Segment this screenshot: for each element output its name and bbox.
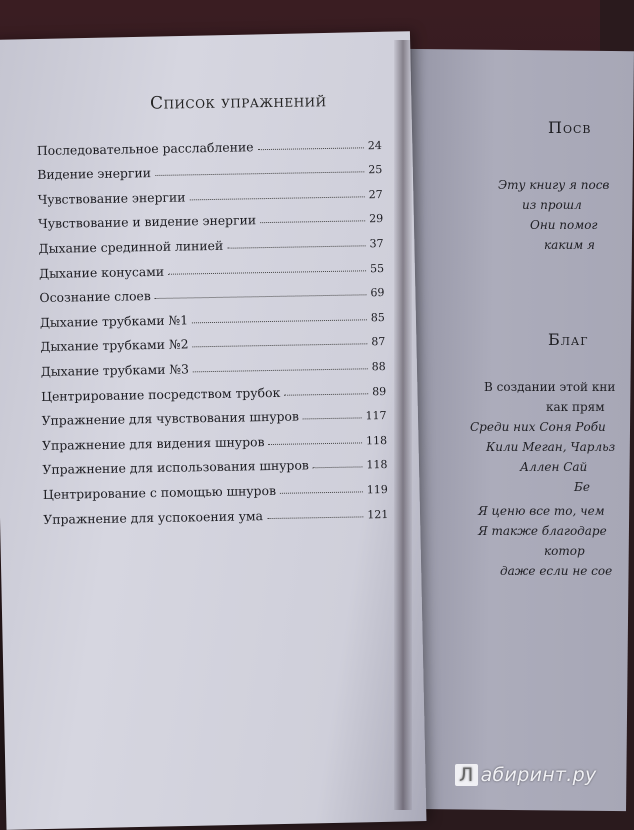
toc-entry: Дыхание трубками №1 85 [39, 310, 385, 330]
toc-entry: Чувствование и видение энергии 29 [38, 212, 384, 232]
acknowledgements-line: Бе [574, 480, 590, 494]
toc-entry: Дыхание срединной линией 37 [38, 236, 384, 256]
acknowledgements-line: даже если не сое [500, 564, 613, 578]
dedication-line: каким я [544, 238, 595, 252]
acknowledgements-line: Я ценю все то, чем [478, 504, 605, 518]
toc-entry: Чувствование энергии 27 [37, 187, 383, 207]
labirint-watermark: Л абиринт.ру [455, 764, 597, 786]
acknowledgements-heading: Благ [548, 330, 589, 349]
toc-entry: Дыхание трубками №3 88 [40, 359, 386, 379]
toc-entry: Видение энергии 25 [37, 163, 383, 183]
toc-entry: Упражнение для успокоения ума 121 [43, 507, 389, 527]
toc-entry: Осознание слоев 69 [39, 286, 385, 306]
labirint-logo-icon: Л [455, 764, 478, 786]
toc-entry: Дыхание конусами 55 [38, 261, 385, 281]
acknowledgements-line: Аллен Сай [520, 460, 588, 474]
toc-entry: Центрирование с помощью шнуров 119 [42, 482, 388, 502]
acknowledgements-line: Кили Меган, Чарльз [486, 440, 616, 454]
toc-entry: Упражнение для использования шнуров 118 [42, 457, 388, 478]
acknowledgements-line: как прям [546, 400, 605, 414]
toc-entry: Упражнение для видения шнуров 118 [41, 433, 388, 453]
dedication-line: Они помог [530, 218, 598, 232]
acknowledgements-line: Среди них Соня Роби [470, 420, 606, 434]
acknowledgements-line: Я также благодаре [478, 524, 607, 538]
toc-entry: Упражнение для чувствования шнуров 117 [41, 408, 387, 429]
toc-entry: Дыхание трубками №2 87 [40, 335, 386, 355]
book-gutter [394, 40, 412, 810]
dedication-line: Эту книгу я посв [498, 178, 610, 192]
acknowledgements-line: В создании этой кни [484, 380, 616, 394]
dedication-heading: Посв [548, 118, 592, 137]
dedication-line: из прошл [522, 198, 582, 212]
toc-entry: Центрирование посредством трубок 89 [41, 384, 387, 404]
toc-entry: Последовательное расслабление 24 [36, 138, 382, 158]
acknowledgements-line: котор [544, 544, 585, 558]
toc-title: Список упражнений [149, 91, 327, 114]
toc-list [37, 127, 389, 526]
